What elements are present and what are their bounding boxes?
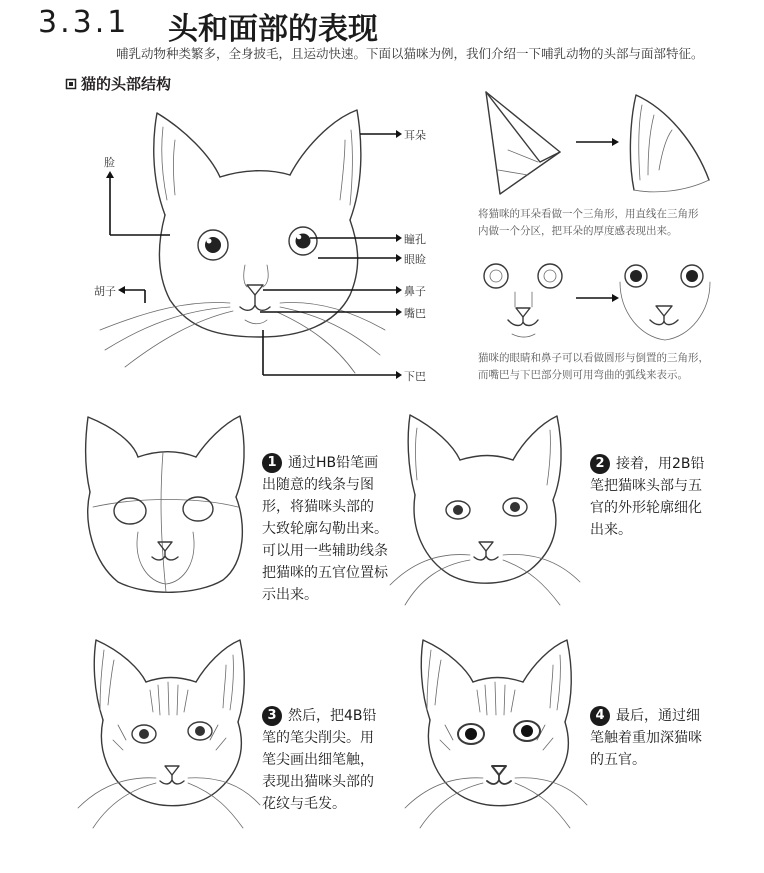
step-1-line-7: 示出来。: [262, 587, 318, 603]
step-2-sketch: [395, 410, 575, 610]
label-eye-socket: 眼睑: [404, 253, 426, 266]
label-face: 脸: [104, 156, 115, 169]
label-ear: 耳朵: [404, 129, 426, 142]
ear-caption-line-1: 将猫咪的耳朵看做一个三角形，用直线在三角形: [478, 208, 699, 220]
step-3-line-5: 花纹与毛发。: [262, 796, 346, 812]
step-1-line-6: 把猫咪的五官位置标: [262, 565, 388, 581]
step-3-line-3: 笔尖画出细笔触，: [262, 752, 374, 768]
step-1-text: [262, 452, 388, 606]
step-4-line-2: 笔触着重加深猫咪: [590, 730, 702, 746]
section-number: 3.3.1: [38, 5, 130, 40]
step-1-sketch: [78, 412, 258, 602]
face-caption-line-1: 猫咪的眼睛和鼻子可以看做圆形与倒置的三角形，: [478, 352, 709, 364]
step-1-line-5: 可以用一些辅助线条: [262, 543, 388, 559]
face-sketch-illustration: [620, 262, 710, 342]
step-4-badge: 4: [590, 706, 610, 726]
step-2-line-2: 笔把猫咪头部与五: [590, 478, 702, 494]
step-3-line-1: 然后，把4B铅: [288, 708, 377, 724]
step-2-line-3: 官的外形轮廓细化: [590, 500, 702, 516]
label-nose: 鼻子: [404, 285, 426, 298]
face-shapes-illustration: [480, 262, 570, 342]
ear-caption: [478, 206, 699, 240]
step-4-line-3: 的五官。: [590, 752, 646, 768]
step-3-line-4: 表现出猫咪头部的: [262, 774, 374, 790]
arrow-right-icon: [576, 292, 620, 304]
step-2-line-4: 出来。: [590, 522, 632, 538]
step-1-line-1: 通过HB铅笔画: [288, 455, 379, 471]
intro-text: 哺乳动物种类繁多，全身披毛，且运动快速。下面以猫咪为例，我们介绍一下哺乳动物的头部与面部特征。: [116, 46, 704, 61]
step-2-badge: 2: [590, 454, 610, 474]
ear-caption-line-2: 内做一个分区，把耳朵的厚度感表现出来。: [478, 225, 678, 237]
step-2-text: [590, 453, 705, 541]
section-square-icon: [66, 79, 76, 89]
step-1-line-4: 大致轮廓勾勒出来。: [262, 521, 388, 537]
label-whiskers: 胡子: [94, 285, 116, 298]
face-caption-line-2: 而嘴巴与下巴部分则可用弯曲的弧线来表示。: [478, 369, 688, 381]
step-4-line-1: 最后，通过细: [616, 708, 700, 724]
cat-head-structure-illustration: [95, 105, 395, 385]
step-2-line-1: 接着，用2B铅: [616, 456, 705, 472]
arrow-right-icon: [576, 136, 620, 148]
ear-sketch-illustration: [624, 90, 714, 200]
step-4-sketch: [405, 630, 585, 830]
step-3-text: [262, 705, 377, 815]
label-pupil: 瞳孔: [404, 233, 426, 246]
face-caption: [478, 350, 709, 384]
label-chin: 下巴: [404, 370, 426, 383]
label-mouth: 嘴巴: [404, 307, 426, 320]
page-title: 头和面部的表现: [168, 12, 378, 47]
section-title: 猫的头部结构: [81, 75, 172, 93]
step-4-text: [590, 705, 702, 771]
step-3-badge: 3: [262, 706, 282, 726]
step-1-badge: 1: [262, 453, 282, 473]
step-1-line-3: 形，将猫咪头部的: [262, 499, 374, 515]
step-1-line-2: 出随意的线条与图: [262, 477, 374, 493]
step-3-sketch: [78, 630, 258, 830]
step-3-line-2: 笔的笔尖削尖。用: [262, 730, 374, 746]
ear-triangle-illustration: [478, 90, 568, 200]
